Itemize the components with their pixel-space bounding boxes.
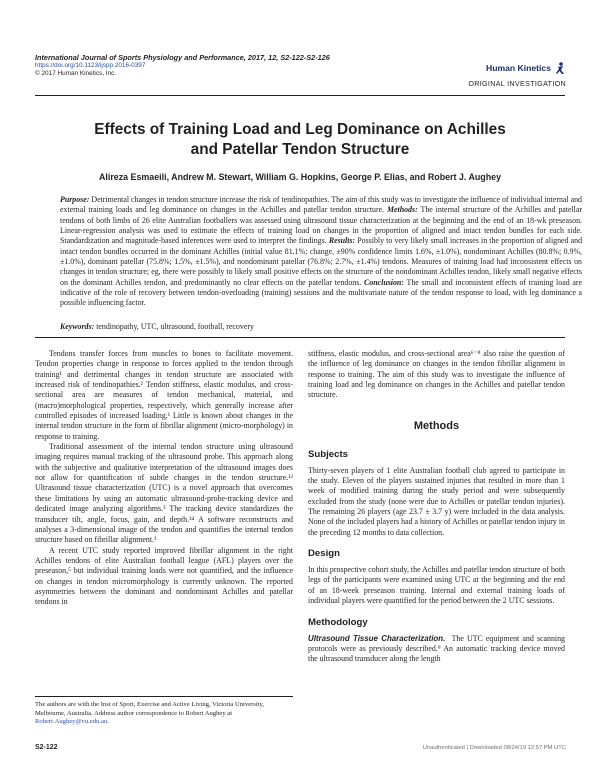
journal-citation: International Journal of Sports Physiology and Performance, 2017, 12, S2-122-S2-126 (35, 53, 330, 62)
intro-paragraph-3: A recent UTC study reported improved fibrillar alignment in the right Achilles tendons of elite Australian football league (AFL) players over the preseason,⁵ but individual training loads were not quantified, and the influence on changes in tendon micromorphology is currently unknown. The reported asymmetries between the dominant and nondominant Achilles and patellar tendons in (35, 545, 293, 607)
title-line-1: Effects of Training Load and Leg Dominance on Achilles (94, 121, 506, 138)
results-label: Results: (328, 236, 356, 246)
footnote-rule (35, 696, 293, 697)
doi-link[interactable]: https://doi.org/10.1123/ijspp.2016-0397 (35, 62, 146, 69)
keywords-label: Keywords: (60, 322, 95, 331)
abstract (60, 195, 582, 309)
article-type: ORIGINAL INVESTIGATION (468, 79, 566, 88)
design-heading: Design (308, 548, 340, 560)
title-line-2: and Patellar Tendon Structure (190, 141, 410, 158)
right-column (308, 349, 565, 665)
author-email-link[interactable]: Robert.Aughey@vu.edu.au (35, 718, 108, 726)
author-footnote (35, 696, 293, 727)
header-rule (35, 95, 565, 96)
utc-subheading: Ultrasound Tissue Characterization. (308, 633, 446, 643)
methods-text: The internal structure of the Achilles and patellar tendons of both limbs of 26 elite Australian footballers was assessed using ultrasound tissue characterization at the beginning and the end of an 18-wk preseason. Linear-regression analysis was used to estimate the effects of training load on changes in the proportion of aligned and intact tendon bundles for each side. Standardization and magnitude-based inferences were used to interpret the findings. (60, 205, 582, 246)
purpose-text: Detrimental changes in tendon structure increase the risk of tendinopathies. The aim of this study was to investigate the influence of individual internal and external training loads and leg dominance on changes in the Achilles and patellar tendon structure. (60, 195, 582, 215)
abstract-rule (35, 337, 565, 338)
results-text: Possibly to very likely small increases in the proportion of aligned and intact tendon bundles occurred in the dominant Achilles (initial value 81.1%; change, ±90% confidence limits 1.6%, ±1.0%), nondominant Achilles (80.8%; 0.9%, ±1.0%), dominant patellar (75.8%; 1.5%, ±1.5%), and nondominant patellar (76.8%; 2.7%, ±1.4%) tendons. Measures of training load had inconsistent effects on changes in tendon structure; eg, there were possibly to likely small positive effects on the structure of the nondominant Achilles tendon, likely small negative effects on the dominant Achilles tendon, and predominantly no clear effects on the patellar tendons. (60, 236, 583, 287)
subjects-heading: Subjects (308, 448, 348, 460)
design-paragraph: In this prospective cohort study, the Achilles and patellar tendon structure of both legs of the participants were examined using UTC at the beginning and the end of an 18-week preseason training. Internal and external training loads of individual players were quantified for the period between the 2 UTC sessions. (308, 565, 565, 606)
utc-paragraph (308, 634, 565, 665)
article-title (60, 120, 540, 160)
methods-label: Methods: (387, 205, 418, 215)
publisher-logo[interactable] (486, 62, 566, 75)
footnote-text: The authors are with the Inst of Sport, Exercise and Active Living, Victoria University, Melbourne, Australia. Address author correspondence to Robert Aughey at (35, 701, 265, 717)
human-kinetics-icon (555, 62, 566, 75)
keywords (60, 322, 582, 332)
utc-text: The UTC equipment and scanning protocols were as previously described.⁹ An automatic tracking device moved the ultrasound transducer along the length (308, 633, 565, 664)
publisher-name: Human Kinetics (486, 63, 551, 73)
author-list: Alireza Esmaeili, Andrew M. Stewart, William G. Hopkins, George P. Elias, and Robert J. Aughey (98, 172, 502, 182)
footnote-end: . (107, 718, 109, 726)
subjects-paragraph: Thirty-seven players of 1 elite Australian football club agreed to participate in the study. Eleven of the players sustained injuries that resulted in more than 1 week of modified training during the study period and were subsequently excluded from the study (none were due to Achilles or patellar tendon injuries). The remaining 26 players (age 23.7 ± 3.7 y) were included in the data analysis. None of the included players had a history of Achilles or patellar tendon injury in the preceding 12 months to data collection. (308, 465, 565, 537)
publisher-block (468, 58, 566, 88)
intro-paragraph-1: Tendons transfer forces from muscles to bones to facilitate movement. Tendon properties change in response to forces applied to the tendon through training¹ and detrimental changes in tendon structure are associated with increased risk of tendinopathies.² Tendon stiffness, elastic modulus, and cross-sectional area are measures of tendon mechanical, material, and (macro)morphological properties, respectively, which generally increase after controlled episodes of increased loading.¹ Little is known about changes in the internal tendon structure in the form of fibrillar alignment (micro-morphology) in response to training. (35, 349, 293, 441)
download-notice: Unauthenticated | Downloaded 08/24/19 12:57 PM UTC (422, 745, 566, 751)
conclusion-label: Conclusion: (364, 277, 404, 287)
methods-heading: Methods (413, 419, 460, 432)
journal-header (35, 53, 435, 78)
intro-paragraph-continued: stiffness, elastic modulus, and cross-sectional area⁶⁻⁸ also raise the question of the influence of leg dominance on changes in the tendon fibrillar alignment in response to training. The aim of this study was to investigate the influence of training load and leg dominance on changes in the Achilles and patellar tendon structure. (308, 349, 565, 400)
keywords-text: tendinopathy, UTC, ultrasound, football, recovery (96, 322, 254, 331)
left-column (35, 349, 293, 608)
purpose-label: Purpose: (60, 195, 90, 204)
conclusion-text: The small and inconsistent effects of training load are indicative of the role of recovery between tendon-overloading (training) sessions and the multivariate nature of the tendon response to load, with leg dominance a possible influencing factor. (60, 277, 582, 308)
page-number: S2-122 (35, 744, 58, 751)
methodology-heading: Methodology (308, 616, 368, 628)
intro-paragraph-2: Traditional assessment of the internal tendon structure using ultrasound imaging requires manual tracking of the ultrasound probe. This approach along with the subjective and qualitative interpretation of the ultrasound images does not allow for quantification of subtle changes in the tendon structure.¹² Ultrasound tissue characterization (UTC) is a novel approach that overcomes these limitations by using an automatic ultrasound-probe-tracking device and dedicated image analyzing algorithms.³ The tracking device standardizes the transducer tilt, angle, focus, gain, and depth.³⁴ A software reconstructs and analyses a 3-dimensional image of the tendon and quantifies the internal tendon structure based on fibrillar alignment.³ (35, 442, 293, 545)
copyright: © 2017 Human Kinetics, Inc. (35, 70, 117, 77)
